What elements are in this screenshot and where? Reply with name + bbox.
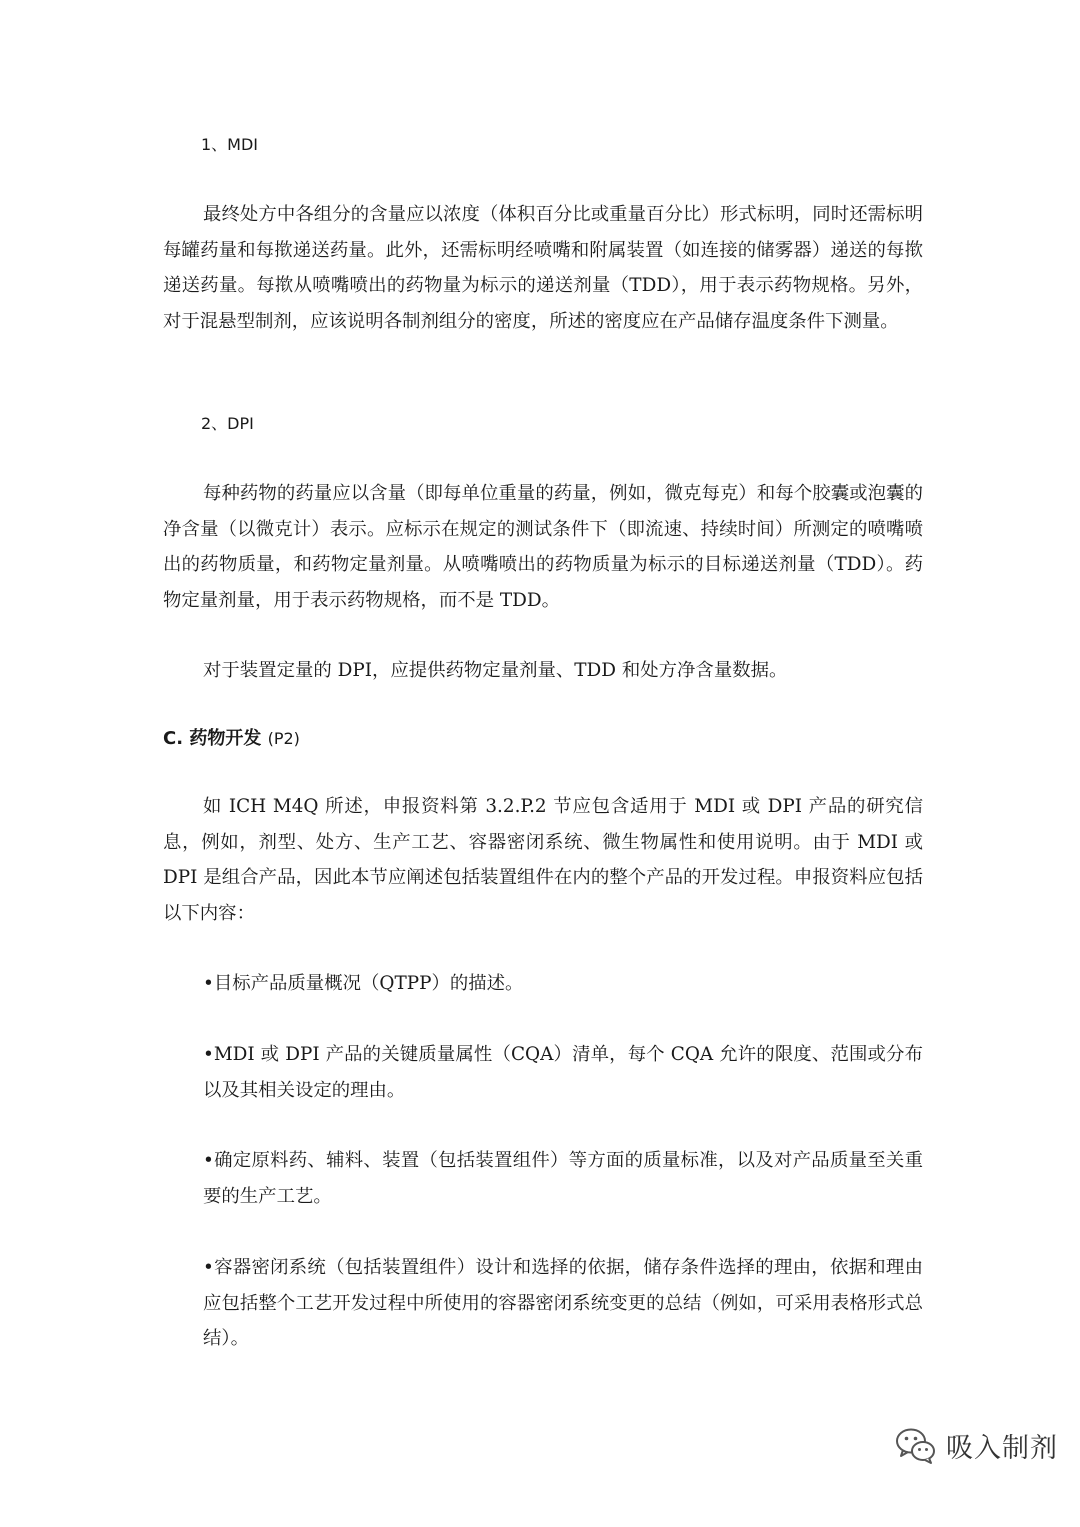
mdi-paragraph: 最终处方中各组分的含量应以浓度（体积百分比或重量百分比）形式标明，同时还需标明每罐药量和每揿递送药量。此外，还需标明经喷嘴和附属装置（如连接的储雾器）递送的每揿递送药量。每揿从喷嘴喷出的药物量为标示的递送剂量（TDD），用于表示药物规格。另外，对于混悬型制剂，应该说明各制剂组分的密度，所述的密度应在产品储存温度条件下测量。 bbox=[163, 204, 923, 332]
bullet-item: •容器密闭系统（包括装置组件）设计和选择的依据，储存条件选择的理由，依据和理由应包括整个工艺开发过程中所使用的容器密闭系统变更的总结（例如，可采用表格形式总结）。 bbox=[203, 1257, 923, 1349]
watermark bbox=[894, 1420, 1058, 1470]
dpi-paragraph-2: 对于装置定量的 DPI，应提供药物定量剂量、TDD 和处方净含量数据。 bbox=[203, 660, 788, 681]
dpi-heading: 2、DPI bbox=[201, 414, 254, 433]
watermark-text: 吸入制剂 bbox=[946, 1432, 1058, 1464]
dpi-paragraph-1: 每种药物的药量应以含量（即每单位重量的药量，例如，微克每克）和每个胶囊或泡囊的净含量（以微克计）表示。应标示在规定的测试条件下（即流速、持续时间）所测定的喷嘴喷出的药物质量，和药物定量剂量。从喷嘴喷出的药物质量为标示的目标递送剂量（TDD）。药物定量剂量，用于表示药物规格，而不是 TDD。 bbox=[163, 483, 923, 611]
development-intro: 如 ICH M4Q 所述，申报资料第 3.2.P.2 节应包含适用于 MDI 或 DPI 产品的研究信息，例如，剂型、处方、生产工艺、容器密闭系统、微生物属性和使用说明。由于 MDI 或 DPI 是组合产品，因此本节应阐述包括装置组件在内的整个产品的开发过程。申报资料应包括以下内容： bbox=[163, 796, 923, 924]
bullet-item: •MDI 或 DPI 产品的关键质量属性（CQA）清单，每个 CQA 允许的限度、范围或分布以及其相关设定的理由。 bbox=[203, 1044, 923, 1101]
development-heading-code: (P2) bbox=[267, 729, 300, 748]
wechat-logo-icon bbox=[894, 1423, 938, 1467]
bullet-item: •确定原料药、辅料、装置（包括装置组件）等方面的质量标准，以及对产品质量至关重要的生产工艺。 bbox=[203, 1150, 923, 1207]
development-heading bbox=[163, 724, 300, 750]
development-heading-label: C. 药物开发 bbox=[163, 728, 262, 749]
bullet-item: •目标产品质量概况（QTPP）的描述。 bbox=[203, 973, 524, 994]
mdi-heading: 1、MDI bbox=[201, 135, 259, 154]
